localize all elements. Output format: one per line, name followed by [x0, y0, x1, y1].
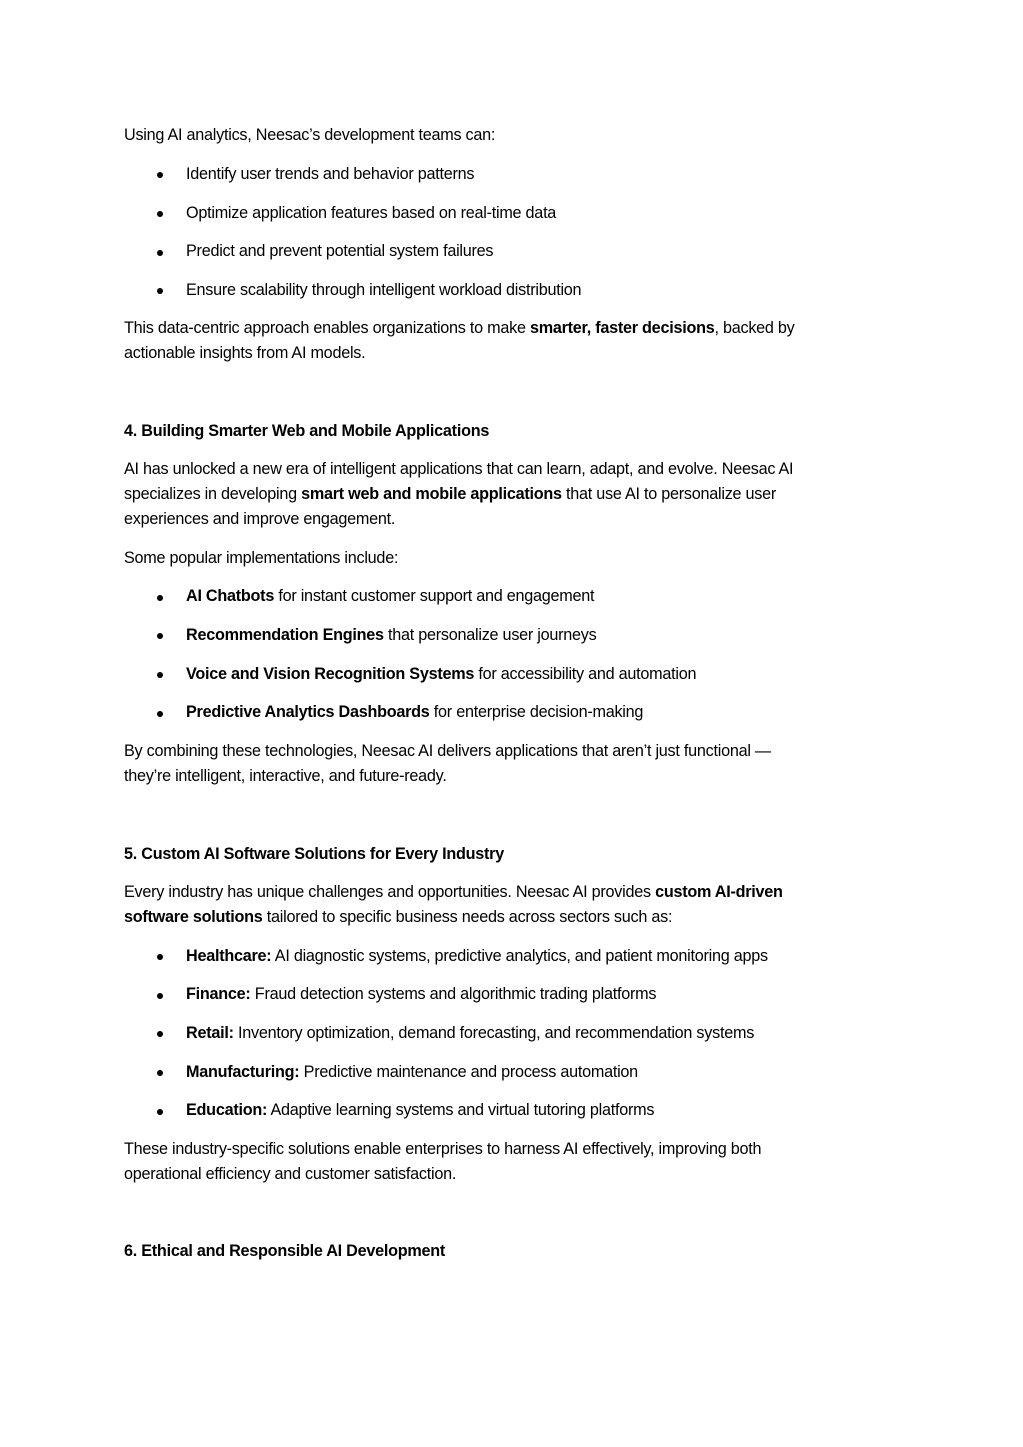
- section-4-closing-line: they’re intelligent, interactive, and future-ready.: [124, 767, 447, 785]
- bullet-icon: [157, 172, 163, 178]
- bold-text-run: Recommendation Engines: [186, 626, 384, 644]
- section-4-heading: 4. Building Smarter Web and Mobile Applications: [124, 422, 490, 440]
- bullet-icon: [157, 211, 163, 217]
- bullet-icon: [157, 711, 163, 717]
- bold-text-run: Predictive Analytics Dashboards: [186, 703, 430, 721]
- text-run: for instant customer support and engagement: [274, 587, 595, 605]
- bold-text-run: Finance:: [186, 985, 251, 1003]
- text-run: that use AI to personalize user: [561, 485, 777, 503]
- text-run: AI diagnostic systems, predictive analytics, and patient monitoring apps: [271, 947, 768, 965]
- section-5-closing-line: These industry-specific solutions enable enterprises to harness AI effectively, improving both: [124, 1140, 762, 1158]
- analytics-summary-line: [124, 318, 795, 338]
- bold-text-run: Healthcare:: [186, 947, 272, 965]
- section-4-paragraph-line: [124, 484, 776, 504]
- list-item: [186, 1100, 654, 1120]
- bullet-icon: [157, 595, 163, 601]
- bold-text-run: Retail:: [186, 1024, 234, 1042]
- bullet-icon: [157, 1109, 163, 1115]
- section-4-paragraph-line: experiences and improve engagement.: [124, 510, 396, 528]
- text-run: Fraud detection systems and algorithmic trading platforms: [250, 985, 657, 1003]
- section-4-paragraph-line: AI has unlocked a new era of intelligent applications that can learn, adapt, and evolve. Neesac AI: [124, 460, 794, 478]
- bold-text-run: software solutions: [124, 908, 263, 926]
- text-run: Adaptive learning systems and virtual tutoring platforms: [267, 1101, 655, 1119]
- text-run: Predictive maintenance and process automation: [299, 1063, 638, 1081]
- bullet-icon: [157, 1070, 163, 1076]
- intro-paragraph: Using AI analytics, Neesac’s development teams can:: [124, 126, 496, 144]
- list-item: [186, 984, 656, 1004]
- bold-text-run: Voice and Vision Recognition Systems: [186, 665, 475, 683]
- list-item: [186, 625, 596, 645]
- section-4-list-intro: Some popular implementations include:: [124, 549, 399, 567]
- bullet-icon: [157, 954, 163, 960]
- section-5-paragraph-line: [124, 882, 783, 902]
- list-item: [186, 946, 768, 966]
- bold-text-run: Manufacturing:: [186, 1063, 300, 1081]
- list-item: Identify user trends and behavior patterns: [186, 165, 475, 183]
- section-6-heading: 6. Ethical and Responsible AI Development: [124, 1242, 446, 1260]
- bold-text-run: smarter, faster decisions: [529, 319, 715, 337]
- bold-text-run: Education:: [186, 1101, 268, 1119]
- section-5-closing-line: operational efficiency and customer satisfaction.: [124, 1165, 457, 1183]
- list-item: [186, 702, 643, 722]
- text-run: specializes in developing: [124, 485, 302, 503]
- bullet-icon: [157, 672, 163, 678]
- text-run: This data-centric approach enables organizations to make: [124, 319, 530, 337]
- list-item: Ensure scalability through intelligent workload distribution: [186, 281, 582, 299]
- bold-text-run: custom AI-driven: [655, 883, 783, 901]
- section-5-heading: 5. Custom AI Software Solutions for Every Industry: [124, 845, 504, 863]
- list-item: [186, 1023, 754, 1043]
- bold-text-run: smart web and mobile applications: [301, 485, 562, 503]
- text-run: , backed by: [714, 319, 795, 337]
- text-run: Inventory optimization, demand forecasting, and recommendation systems: [233, 1024, 755, 1042]
- bullet-icon: [157, 1031, 163, 1037]
- list-item: Predict and prevent potential system failures: [186, 242, 494, 260]
- bold-text-run: AI Chatbots: [186, 587, 275, 605]
- section-5-paragraph-line: [124, 907, 672, 927]
- text-run: Every industry has unique challenges and opportunities. Neesac AI provides: [124, 883, 656, 901]
- bullet-icon: [157, 993, 163, 999]
- list-item: [186, 1062, 638, 1082]
- bullet-icon: [157, 633, 163, 639]
- bullet-icon: [157, 250, 163, 256]
- text-run: tailored to specific business needs across sectors such as:: [262, 908, 673, 926]
- text-run: that personalize user journeys: [383, 626, 597, 644]
- list-item: Optimize application features based on real-time data: [186, 204, 557, 222]
- text-run: for accessibility and automation: [474, 665, 697, 683]
- section-4-closing-line: By combining these technologies, Neesac AI delivers applications that aren’t just functional —: [124, 742, 771, 760]
- analytics-summary-line: actionable insights from AI models.: [124, 344, 366, 362]
- list-item: [186, 586, 594, 606]
- text-run: for enterprise decision-making: [429, 703, 644, 721]
- list-item: [186, 664, 696, 684]
- bullet-icon: [157, 288, 163, 294]
